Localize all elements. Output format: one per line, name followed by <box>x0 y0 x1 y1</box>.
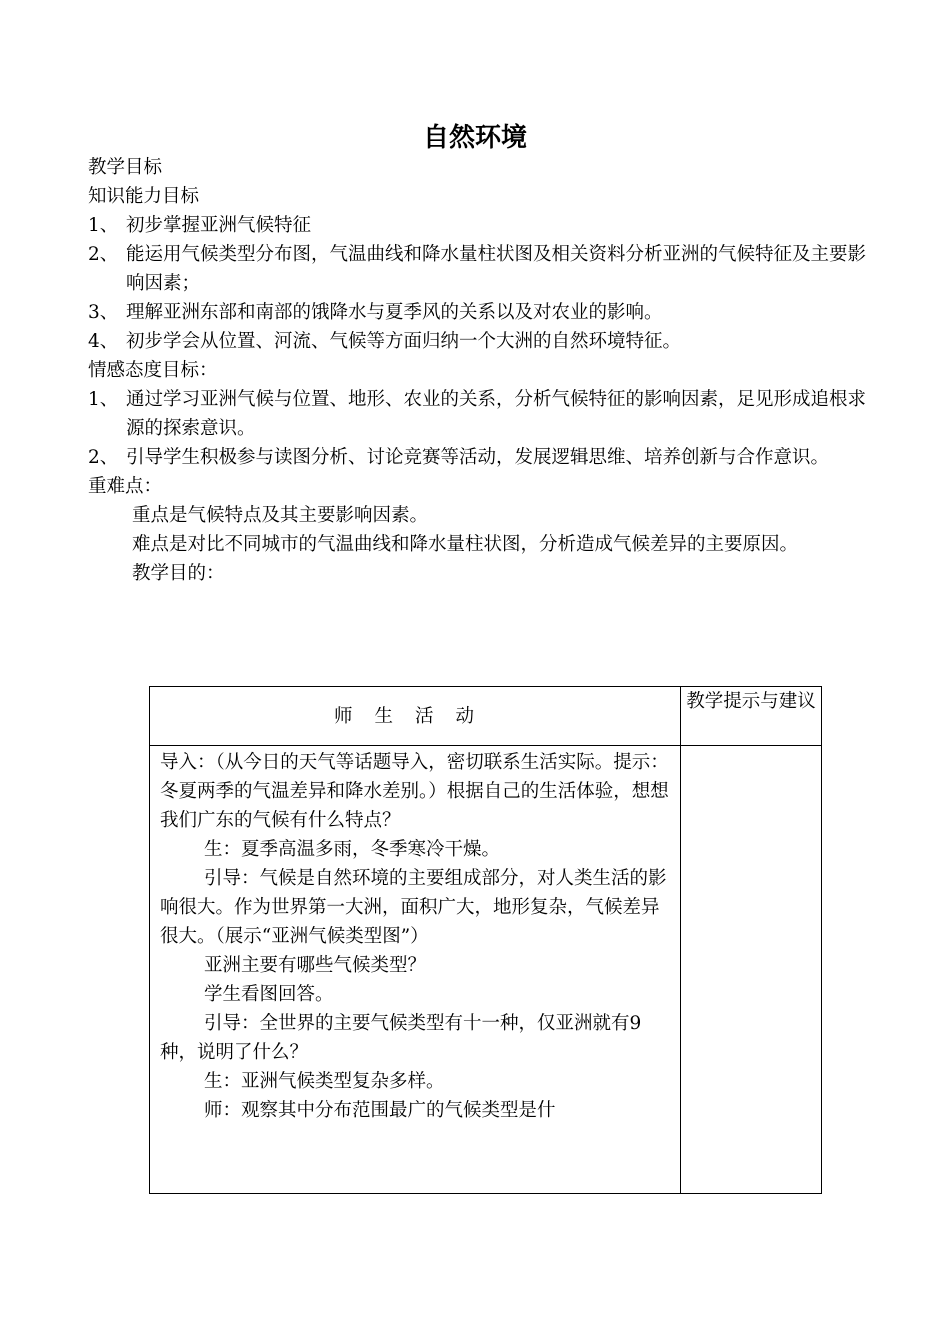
teaching-purpose-heading: 教学目的： <box>132 563 225 584</box>
emotion-goal-list <box>88 385 868 472</box>
knowledge-goal-item <box>88 211 868 240</box>
activity-paragraph: 生：亚洲气候类型复杂多样。 <box>204 1071 445 1092</box>
emotion-goal-item <box>88 385 868 443</box>
knowledge-goal-item-number: 1、 <box>88 215 119 236</box>
knowledge-goal-item-text: 能运用气候类型分布图，气温曲线和降水量柱状图及相关资料分析亚洲的气候特征及主要影响因素； <box>126 244 867 294</box>
activity-paragraph: 引导：气候是自然环境的主要组成部分，对人类生活的影响很大。作为世界第一大洲，面积广大，地形复杂，气候差异很大。（展示“亚洲气候类型图”） <box>160 868 667 947</box>
activity-paragraph: 引导：全世界的主要气候类型有十一种，仅亚洲就有9种，说明了什么？ <box>160 1013 642 1063</box>
knowledge-goal-heading: 知识能力目标 <box>88 186 200 207</box>
lesson-table <box>149 686 822 1194</box>
header-activity-cell: 师生活动 <box>150 687 681 746</box>
emotion-goal-item-number: 2、 <box>88 447 119 468</box>
knowledge-goal-item <box>88 240 868 298</box>
difficult-point-text: 难点是对比不同城市的气温曲线和降水量柱状图，分析造成气候差异的主要原因。 <box>132 534 799 555</box>
table-body-row <box>150 746 822 1194</box>
emotion-goal-item <box>88 443 868 472</box>
key-points-heading: 重难点： <box>88 476 163 497</box>
knowledge-goal-item-text: 初步掌握亚洲气候特征 <box>126 215 312 236</box>
emotion-goal-heading: 情感态度目标： <box>88 360 218 381</box>
knowledge-goal-item-text: 初步学会从位置、河流、气候等方面归纳一个大洲的自然环境特征。 <box>126 331 682 352</box>
document-body <box>88 153 868 588</box>
activity-paragraph: 生：夏季高温多雨，冬季寒冷干燥。 <box>204 839 501 860</box>
knowledge-goal-list <box>88 211 868 356</box>
table-header-row <box>150 687 822 746</box>
activity-paragraph: 学生看图回答。 <box>204 984 334 1005</box>
emotion-goal-item-text: 通过学习亚洲气候与位置、地形、农业的关系，分析气候特征的影响因素，足见形成追根求源的探索意识。 <box>126 389 867 439</box>
knowledge-goal-item <box>88 298 868 327</box>
teaching-goal-heading: 教学目标 <box>88 157 163 178</box>
knowledge-goal-item <box>88 327 868 356</box>
activity-paragraph: 导入：（从今日的天气等话题导入，密切联系生活实际。提示：冬夏两季的气温差异和降水差别。）根据自己的生活体验，想想我们广东的气候有什么特点？ <box>160 752 669 831</box>
knowledge-goal-item-text: 理解亚洲东部和南部的饿降水与夏季风的关系以及对农业的影响。 <box>126 302 663 323</box>
activity-paragraph: 亚洲主要有哪些气候类型？ <box>204 955 427 976</box>
page-title: 自然环境 <box>422 123 527 153</box>
activity-paragraph: 师：观察其中分布范围最广的气候类型是什 <box>204 1100 556 1121</box>
knowledge-goal-item-number: 3、 <box>88 302 119 323</box>
knowledge-goal-item-number: 2、 <box>88 244 119 265</box>
key-point-text: 重点是气候特点及其主要影响因素。 <box>132 505 429 526</box>
header-tips-cell: 教学提示与建议 <box>681 687 822 746</box>
tips-cell <box>681 746 822 1194</box>
knowledge-goal-item-number: 4、 <box>88 331 119 352</box>
emotion-goal-item-text: 引导学生积极参与读图分析、讨论竞赛等活动，发展逻辑思维、培养创新与合作意识。 <box>126 447 830 468</box>
activity-cell <box>150 746 681 1194</box>
emotion-goal-item-number: 1、 <box>88 389 119 410</box>
